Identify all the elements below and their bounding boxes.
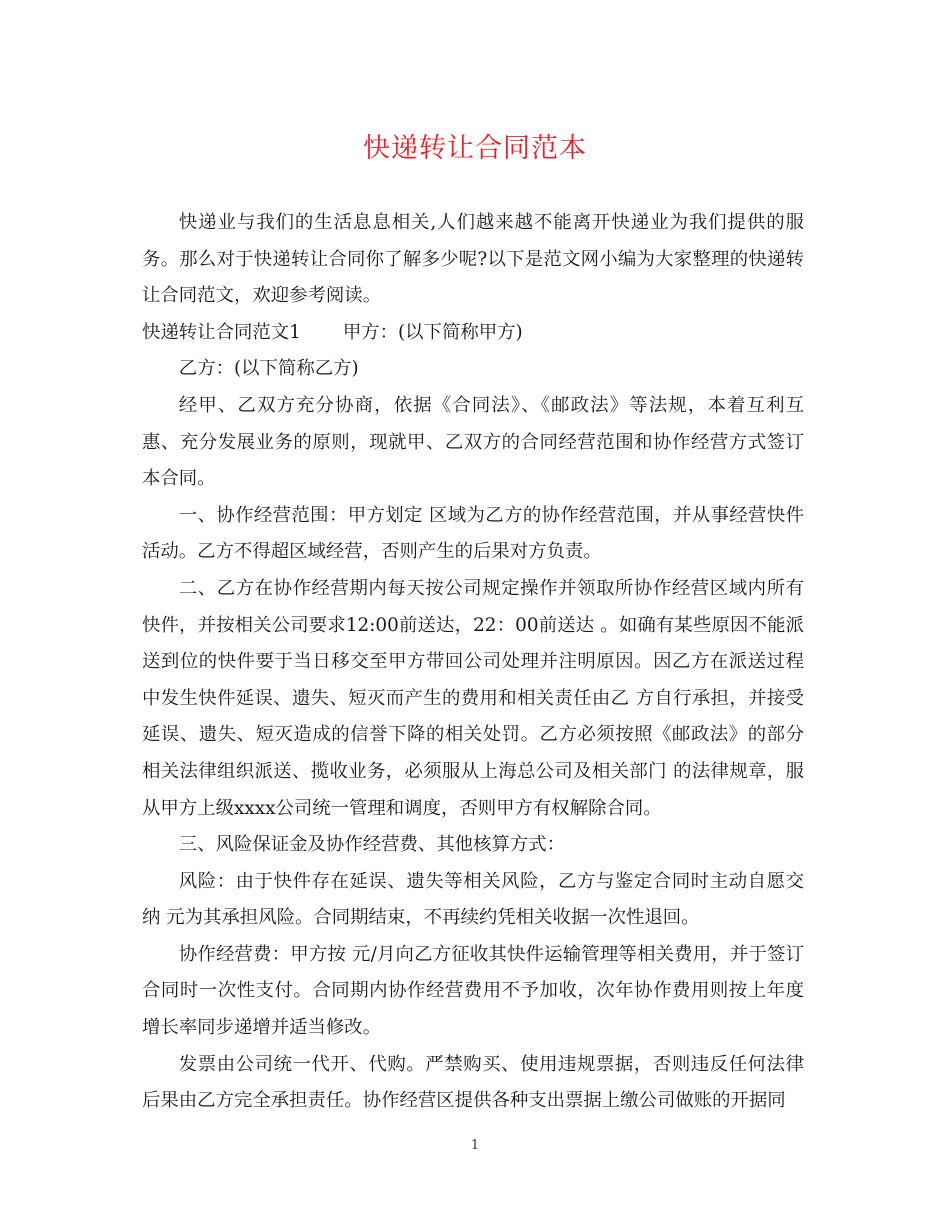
paragraph-clause-1: 一、协作经营范围：甲方划定 区域为乙方的协作经营范围，并从事经营快件活动。乙方不得超区域经营，否则产生的后果对方负责。 bbox=[142, 504, 804, 563]
paragraph-fee: 协作经营费：甲方按 元/月向乙方征收其快件运输管理等相关费用，并于签订合同时一次性支付。合同期内协作经营费用不予加收，次年协作费用则按上年度增长率同步递增并适当修改。 bbox=[142, 943, 804, 1039]
document-title: 快递转让合同范本 bbox=[363, 133, 587, 164]
paragraph-intro: 快递业与我们的生活息息相关,人们越来越不能离开快递业为我们提供的服务。那么对于快递转让合同你了解多少呢?以下是范文网小编为大家整理的快递转让合同范文，欢迎参考阅读。 bbox=[142, 212, 804, 307]
page-number: 1 bbox=[470, 1138, 480, 1153]
document-body bbox=[142, 205, 804, 1120]
party-b-line: 乙方：(以下简称乙方) bbox=[178, 358, 359, 380]
paragraph-preamble: 经甲、乙双方充分协商，依据《合同法》、《邮政法》等法规，本着互利互惠、充分发展业务的原则，现就甲、乙双方的合同经营范围和协作经营方式签订本合同。 bbox=[142, 394, 804, 490]
party-a-line: 甲方：(以下简称甲方) bbox=[342, 321, 523, 343]
paragraph-clause-3-heading: 三、风险保证金及协作经营费、其他核算方式： bbox=[178, 834, 566, 856]
paragraph-invoice: 发票由公司统一代开、代购。严禁购买、使用违规票据，否则违反任何法律后果由乙方完全承担责任。协作经营区提供各种支出票据上缴公司做账的开据同 bbox=[142, 1053, 804, 1112]
heading-line bbox=[142, 315, 804, 352]
sample-heading: 快递转让合同范文1 bbox=[142, 321, 301, 343]
paragraph-risk: 风险：由于快件存在延误、遗失等相关风险，乙方与鉴定合同时主动自愿交纳 元为其承担风险。合同期结束，不再续约凭相关收据一次性退回。 bbox=[142, 870, 804, 929]
paragraph-clause-2: 二、乙方在协作经营期内每天按公司规定操作并领取所协作经营区域内所有快件，并按相关公司要求12:00前送达，22：00前送达 。如确有某些原因不能派送到位的快件要于当日移交至甲方带回公司处理并注明原因。因乙方在派送过程中发生快件延误、遗失、短灭而产生的费用和相关责任由乙 方自行承担，并接受延误、遗失、短灭造成的信誉下降的相关处罚。乙方必须按照《邮政法》的部分相关法律组织派送、揽收业务，必须服从上海总公司及相关部门 的法律规章，服从甲方上级xxxx公司统一管理和调度，否则甲方有权解除合同。 bbox=[142, 577, 804, 819]
